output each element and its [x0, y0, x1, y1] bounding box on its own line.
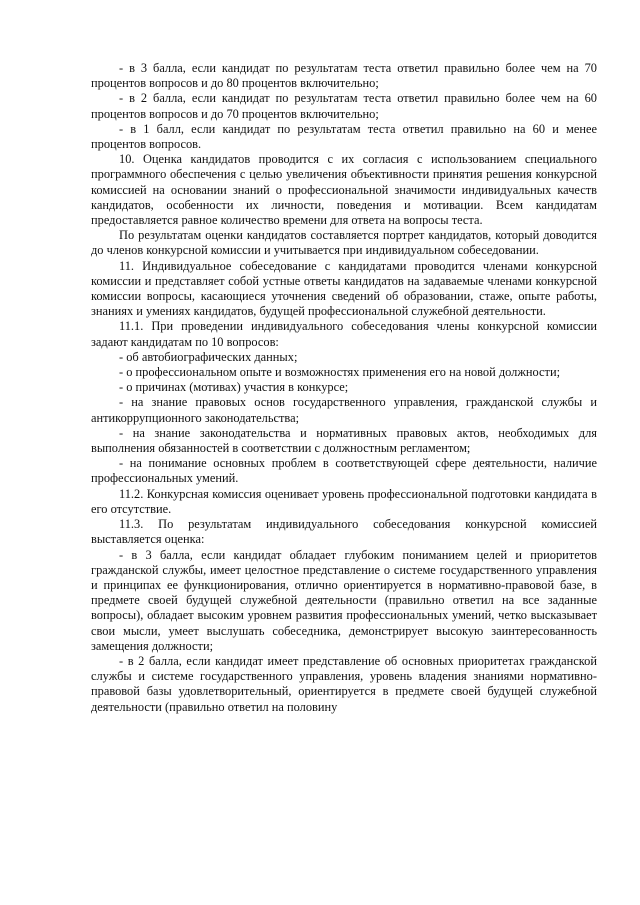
list-item-legislation: - на знание законодательства и нормативных правовых актов, необходимых для выполнения обязанностей в соответствии с должностным регламентом; — [91, 425, 597, 456]
list-item-autobiography: - об автобиографических данных; — [119, 349, 298, 364]
paragraph-score-2-interview: - в 2 балла, если кандидат имеет представление об основных приоритетах гражданской службы и системе государственного управления, уровень владения знаниями нормативно-правовой базы удовлетворительный, ориентируется в предмете своей будущей служебной деятельности (правильно ответил на половину — [91, 653, 597, 714]
paragraph-candidate-portrait: По результатам оценки кандидатов составляется портрет кандидатов, который доводится до членов конкурсной комиссии и учитывается при индивидуальном собеседовании. — [91, 228, 597, 258]
list-item-professional-experience: - о профессиональном опыте и возможностях применения его на новой должности; — [119, 365, 561, 380]
paragraph-section-11-2: 11.2. Конкурсная комиссия оценивает уровень профессиональной подготовки кандидата в его отсутствие. — [91, 486, 597, 516]
document-page — [91, 61, 597, 715]
paragraph-section-11: 11. Индивидуальное собеседование с кандидатами проводится членами конкурсной комиссии и представляет собой устные ответы кандидатов на задаваемые членами конкурсной комиссии вопросы, касающиеся уточнения сведений об образовании, стаже, опыте работы, знаниях и умениях кандидатов, будущей профессиональной служебной деятельности. — [91, 258, 597, 319]
paragraph-section-11-1: 11.1. При проведении индивидуального собеседования члены конкурсной комиссии задают кандидатам по 10 вопросов: — [91, 319, 597, 349]
paragraph-section-11-3: 11.3. По результатам индивидуального собеседования конкурсной комиссией выставляется оценка: — [91, 517, 597, 547]
list-item-motives: - о причинах (мотивах) участия в конкурсе; — [119, 380, 349, 395]
paragraph-score-1-test: - в 1 балл, если кандидат по результатам теста ответил правильно на 60 и менее процентов вопросов. — [91, 121, 597, 152]
paragraph-section-10: 10. Оценка кандидатов проводится с их согласия с использованием специального программного обеспечения с целью увеличения объективности принятия решения конкурсной комиссией на основании знаний о профессиональной значимости индивидуальных качеств кандидатов, особенности их личности, поведения и мотивации. Всем кандидатам предоставляется равное количество времени для ответа на вопросы теста. — [91, 152, 597, 228]
paragraph-score-2-test: - в 2 балла, если кандидат по результатам теста ответил правильно более чем на 60 процентов вопросов и до 70 процентов включительно; — [91, 91, 597, 121]
list-item-main-problems: - на понимание основных проблем в соответствующей сфере деятельности, наличие профессиональных умений. — [91, 456, 597, 486]
list-item-legal-basics: - на знание правовых основ государственного управления, гражданской службы и антикоррупционного законодательства; — [91, 395, 597, 425]
paragraph-score-3-test: - в 3 балла, если кандидат по результатам теста ответил правильно более чем на 70 процентов вопросов и до 80 процентов включительно; — [91, 61, 597, 91]
paragraph-score-3-interview: - в 3 балла, если кандидат обладает глубоким пониманием целей и приоритетов гражданской службы, имеет целостное представление о системе государственного управления и принципах ее функционирования, отлично ориентируется в нормативно-правовой базе, в предмете своей будущей служебной деятельности (правильно ответил на все заданные вопросы), обладает высоким уровнем развития профессиональных умений, четко высказывает свои мысли, умеет выслушать собеседника, демонстрирует высокую заинтересованность замещения должности; — [91, 547, 597, 653]
